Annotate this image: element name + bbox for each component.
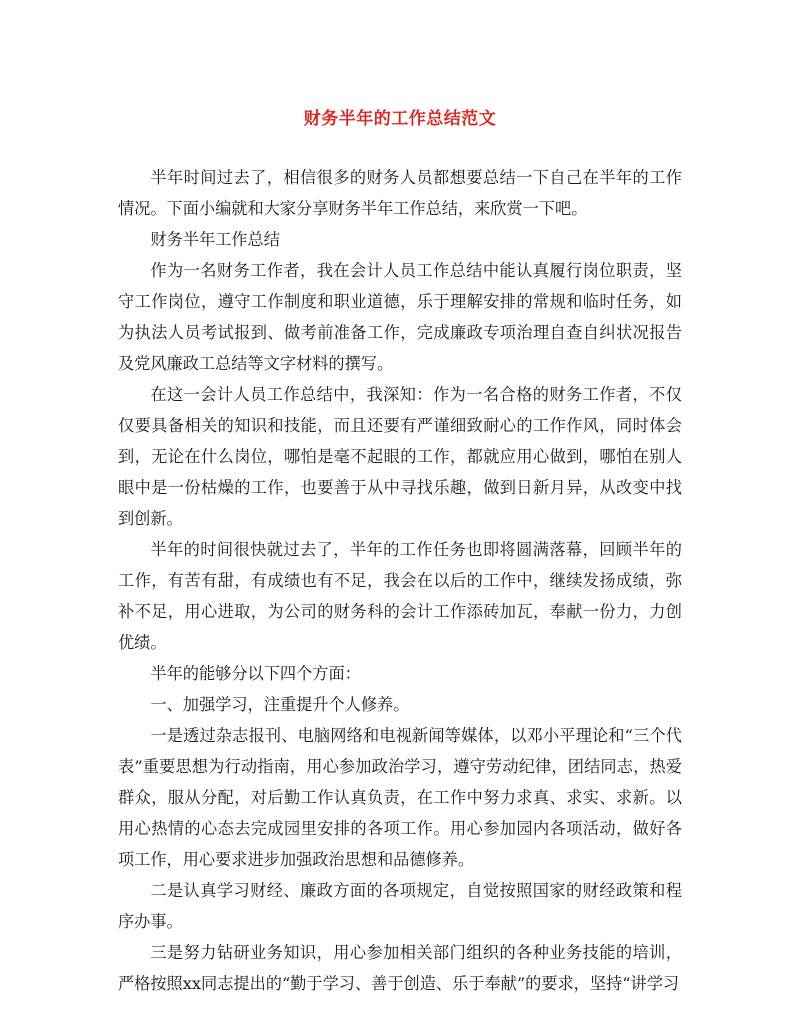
paragraph-duties: 作为一名财务工作者，我在会计人员工作总结中能认真履行岗位职责，坚守工作岗位，遵守工作制度和职业道德，乐于理解安排的常规和临时任务，如为执法人员考试报到、做考前准备工作，完成廉政专项治理自查自纠状况报告及党风廉政工总结等文字材料的撰写。 bbox=[118, 261, 682, 373]
paragraph-intro: 半年时间过去了，相信很多的财务人员都想要总结一下自己在半年的工作情况。下面小编就和大家分享财务半年工作总结，来欣赏一下吧。 bbox=[118, 168, 682, 218]
paragraph-aspects-intro: 半年的能够分以下四个方面： bbox=[150, 664, 361, 683]
document-title: 财务半年的工作总结范文 bbox=[303, 109, 497, 129]
section-heading-1: 一、加强学习，注重提升个人修养。 bbox=[150, 695, 410, 714]
paragraph-point-3: 三是努力钻研业务知识，用心参加相关部门组织的各种业务技能的培训，严格按照xx同志提出的“勤于学习、善于创造、乐于奉献”的要求，坚持“讲学习 bbox=[118, 943, 682, 993]
paragraph-review: 半年的时间很快就过去了，半年的工作任务也即将圆满落幕，回顾半年的工作，有苦有甜，有成绩也有不足，我会在以后的工作中，继续发扬成绩，弥补不足，用心进取，为公司的财务科的会计工作添砖加瓦，奉献一份力，力创优绩。 bbox=[118, 540, 682, 652]
paragraph-point-2: 二是认真学习财经、廉政方面的各项规定，自觉按照国家的财经政策和程序办事。 bbox=[118, 881, 682, 931]
document-body bbox=[118, 162, 682, 999]
paragraph-point-1: 一是透过杂志报刊、电脑网络和电视新闻等媒体，以邓小平理论和“三个代表”重要思想为行动指南，用心参加政治学习，遵守劳动纪律，团结同志，热爱群众，服从分配，对后勤工作认真负责，在工作中努力求真、求实、求新。以用心热情的心态去完成园里安排的各项工作。用心参加园内各项活动，做好各项工作，用心要求进步加强政治思想和品德修养。 bbox=[118, 726, 682, 869]
paragraph-insight: 在这一会计人员工作总结中，我深知：作为一名合格的财务工作者，不仅仅要具备相关的知识和技能，而且还要有严谨细致耐心的工作作风，同时体会到，无论在什么岗位，哪怕是毫不起眼的工作，都就应用心做到，哪怕在别人眼中是一份枯燥的工作，也要善于从中寻找乐趣，做到日新月异，从改变中找到创新。 bbox=[118, 385, 682, 528]
paragraph-subtitle: 财务半年工作总结 bbox=[150, 230, 280, 249]
